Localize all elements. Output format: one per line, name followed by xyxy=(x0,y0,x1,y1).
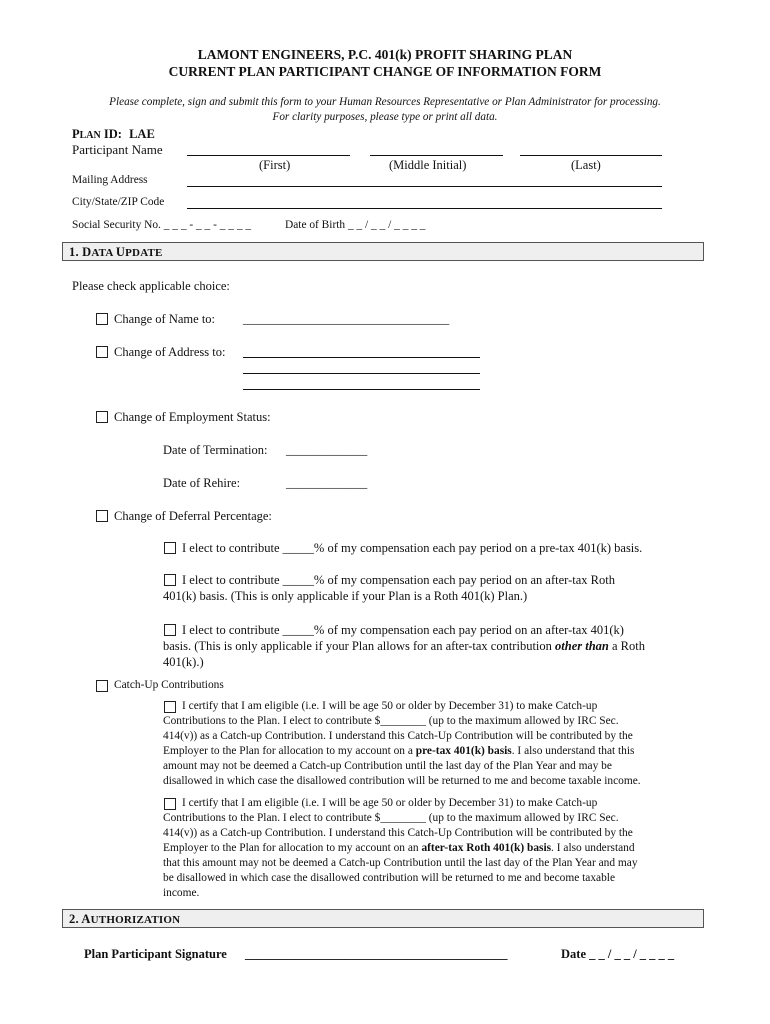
change-address-label: Change of Address to: xyxy=(114,345,226,359)
catchup-roth-line2: Contributions to the Plan. I elect to contribute $________ (up to the maximum allowed by IRC Sec. xyxy=(163,812,619,824)
change-employment-label: Change of Employment Status: xyxy=(114,410,271,424)
change-name-label: Change of Name to: xyxy=(114,312,216,326)
catchup-roth-line1: I certify that I am eligible (i.e. I will be age 50 or older by December 31) to make Catch-up xyxy=(182,797,598,809)
catchup-pretax-line3: 414(v)) as a Catch-up Contribution. I understand this Catch-Up Contribution will be contributed by the xyxy=(163,730,633,742)
change-name-checkbox[interactable] xyxy=(96,313,108,325)
mailing-address-field[interactable] xyxy=(187,186,662,187)
rehire-date-label: Date of Rehire: xyxy=(163,476,241,490)
change-deferral-label: Change of Deferral Percentage: xyxy=(114,509,272,523)
catchup-roth-line5: that this amount may not be deemed a Catch-up Contribution until the last day of the Plan Year and may xyxy=(163,857,638,869)
form-title-line1: LAMONT ENGINEERS, P.C. 401(k) PROFIT SHARING PLAN xyxy=(197,47,573,62)
deferral-aftertax-line1: I elect to contribute _____% of my compensation each pay period on an after-tax 401(k) xyxy=(182,623,624,637)
catchup-roth-line3: 414(v)) as a Catch-up Contribution. I understand this Catch-Up Contribution will be contributed by the xyxy=(163,827,633,839)
catchup-roth-line6: be disallowed in which case the disallowed contribution will be returned to me and become taxable xyxy=(163,872,616,884)
termination-date-field[interactable]: _____________ xyxy=(286,443,368,457)
middle-initial-field[interactable] xyxy=(370,155,503,156)
catchup-roth-line4: Employer to the Plan for allocation to my account on an after-tax Roth 401(k) basis. I also understand xyxy=(163,842,635,854)
last-name-caption: (Last) xyxy=(571,158,601,172)
termination-date-label: Date of Termination: xyxy=(163,443,268,457)
city-state-zip-field[interactable] xyxy=(187,208,662,209)
instructions-line2: For clarity purposes, please type or print all data. xyxy=(272,111,498,123)
catchup-roth-checkbox[interactable] xyxy=(164,798,176,810)
form-title-line2: CURRENT PLAN PARTICIPANT CHANGE OF INFORMATION FORM xyxy=(168,64,602,79)
first-name-caption: (First) xyxy=(259,158,291,172)
middle-initial-caption: (Middle Initial) xyxy=(389,158,467,172)
city-state-zip-label: City/State/ZIP Code xyxy=(72,196,165,208)
deferral-roth-line1: I elect to contribute _____% of my compensation each pay period on an after-tax Roth xyxy=(182,573,615,587)
deferral-roth-line2: 401(k) basis. (This is only applicable if your Plan is a Roth 401(k) Plan.) xyxy=(163,589,528,603)
deferral-aftertax-line2: basis. (This is only applicable if your Plan allows for an after-tax contribution other than a Roth xyxy=(163,639,645,653)
catchup-pretax-line1: I certify that I am eligible (i.e. I will be age 50 or older by December 31) to make Catch-up xyxy=(182,700,598,712)
signature-label: Plan Participant Signature xyxy=(84,947,227,961)
participant-name-label: Participant Name xyxy=(72,142,163,157)
mailing-address-label: Mailing Address xyxy=(72,174,148,186)
catchup-label: Catch-Up Contributions xyxy=(114,679,224,691)
last-name-field[interactable] xyxy=(520,155,662,156)
catchup-pretax-line2: Contributions to the Plan. I elect to contribute $________ (up to the maximum allowed by IRC Sec. xyxy=(163,715,619,727)
deferral-aftertax-line3: 401(k).) xyxy=(163,655,204,669)
date-of-birth-field[interactable]: Date of Birth _ _ / _ _ / _ _ _ _ xyxy=(285,219,426,231)
new-address-line2-field[interactable] xyxy=(243,373,480,374)
instructions-line1: Please complete, sign and submit this form to your Human Resources Representative or Plan Administrator for processing. xyxy=(109,96,661,108)
deferral-aftertax-checkbox[interactable] xyxy=(164,624,176,636)
catchup-pretax-line6: disallowed in which case the disallowed contribution will be returned to me and become taxable income. xyxy=(163,775,641,787)
check-choice-prompt: Please check applicable choice: xyxy=(72,279,230,293)
catchup-pretax-checkbox[interactable] xyxy=(164,701,176,713)
plan-id-value: LAE xyxy=(129,127,155,141)
section-authorization-header: 2. AUTHORIZATION xyxy=(62,909,704,928)
catchup-pretax-line4: Employer to the Plan for allocation to my account on a pre-tax 401(k) basis. I also understand that this xyxy=(163,745,635,757)
plan-id-label: PLAN ID: LAE xyxy=(72,127,155,141)
new-address-line1-field[interactable] xyxy=(243,357,480,358)
first-name-field[interactable] xyxy=(187,155,350,156)
signature-date-field[interactable]: Date _ _ / _ _ / _ _ _ _ xyxy=(561,947,675,961)
new-address-line3-field[interactable] xyxy=(243,389,480,390)
ssn-field[interactable]: Social Security No. _ _ _ - _ _ - _ _ _ _ xyxy=(72,219,252,231)
signature-field[interactable]: __________________________________________ xyxy=(245,947,508,961)
catchup-pretax-line5: amount may not be deemed a Catch-up Contribution until the last day of the Plan Year and may be xyxy=(163,760,612,772)
deferral-roth-checkbox[interactable] xyxy=(164,574,176,586)
deferral-pretax-checkbox[interactable] xyxy=(164,542,176,554)
section-data-update-header: 1. DATA UPDATE xyxy=(62,242,704,261)
change-deferral-checkbox[interactable] xyxy=(96,510,108,522)
catchup-checkbox[interactable] xyxy=(96,680,108,692)
deferral-pretax-label: I elect to contribute _____% of my compensation each pay period on a pre-tax 401(k) basis. xyxy=(182,541,643,555)
catchup-roth-line7: income. xyxy=(163,887,200,899)
rehire-date-field[interactable]: _____________ xyxy=(286,476,368,490)
change-address-checkbox[interactable] xyxy=(96,346,108,358)
change-name-field[interactable]: _________________________________ xyxy=(243,312,450,326)
change-employment-checkbox[interactable] xyxy=(96,411,108,423)
